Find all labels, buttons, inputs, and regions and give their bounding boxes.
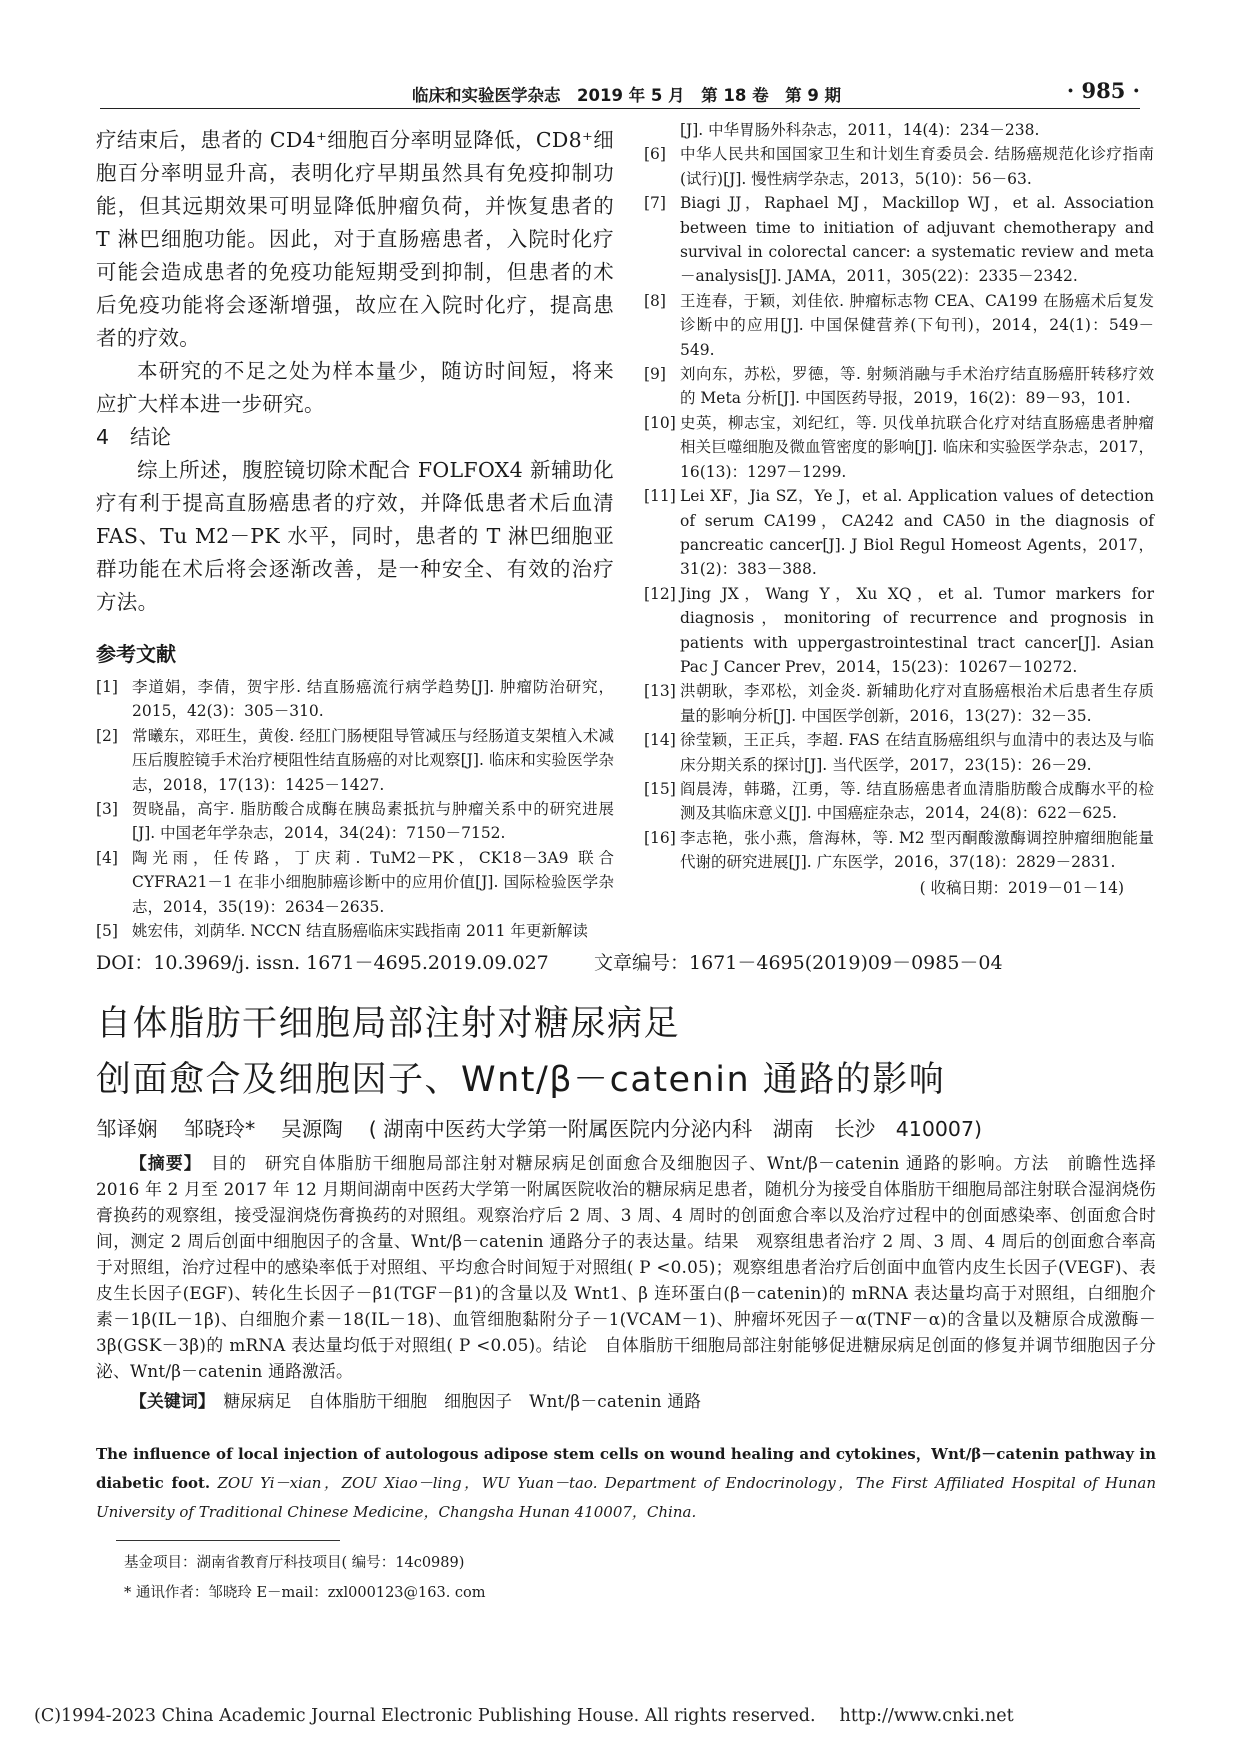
funding-note: 基金项目：湖南省教育厅科技项目( 编号：14c0989) bbox=[124, 1555, 465, 1571]
abstract-text: 目的 研究自体脂肪干细胞局部注射对糖尿病足创面愈合及细胞因子、Wnt/β－catenin 通路的影响。方法 前瞻性选择 2016 年 2 月至 2017 年 12 月期间湖南中医药大学第一附属医院收治的糖尿病足患者，随机分为接受自体脂肪干细胞局部注射联合湿润烧伤膏换药的观察组，接受湿润烧伤膏换药的对照组。观察治疗后 2 周、3 周、4 周时的创面愈合率以及治疗过程中的创面感染率、创面愈合时间，测定 2 周后创面中细胞因子的含量、Wnt/β－catenin 通路分子的表达量。结果 观察组患者治疗 2 周、3 周、4 周后的创面愈合率高于对照组，治疗过程中的感染率低于对照组、平均愈合时间短于对照组( P <0.05)；观察组患者治疗后创面中血管内皮生长因子(VEGF)、表皮生长因子(EGF)、转化生长因子－β1(TGF－β1)的含量以及 Wnt1、β 连环蛋白(β－catenin)的 mRNA 表达量均高于对照组，白细胞介素－1β(IL－1β)、白细胞介素－18(IL－18)、血管细胞黏附分子－1(VCAM－1)、肿瘤坏死因子－α(TNF－α)的含量以及糖原合成激酶－3β(GSK－3β)的 mRNA 表达量均低于对照组( P <0.05)。结论 自体脂肪干细胞局部注射能够促进糖尿病足创面的修复并调节细胞因子分泌、Wnt/β－catenin 通路激活。 bbox=[96, 1153, 1157, 1381]
reference-number: [11] bbox=[644, 487, 676, 506]
reference-text: 陶光雨，任传路，丁庆莉. TuM2－PK，CK18－3A9 联合 CYFRA21－1 在非小细胞肺癌诊断中的应用价值[J]. 国际检验医学杂志，2014，35(19)：2634－2635. bbox=[132, 848, 614, 916]
references-list-left bbox=[96, 675, 614, 943]
author-name: 邹晓玲* bbox=[183, 1117, 256, 1141]
reference-number: [2] bbox=[96, 726, 118, 745]
reference-number: [6] bbox=[644, 145, 666, 164]
footnote-rule bbox=[116, 1540, 340, 1541]
right-column bbox=[644, 118, 1154, 901]
reference-text: 常曦东，邓旺生，黄俊. 经肛门肠梗阻导管减压与经肠道支架植入术减压后腹腔镜手术治疗梗阻性结直肠癌的对比观察[J]. 临床和实验医学杂志，2018，17(13)：1425－1427. bbox=[132, 726, 614, 794]
reference-item bbox=[644, 484, 1154, 582]
reference-number: [5] bbox=[96, 922, 118, 941]
body-paragraph: 疗结束后，患者的 CD4⁺细胞百分率明显降低，CD8⁺细胞百分率明显升高，表明化疗早期虽然具有免疫抑制功能，但其远期效果可明显降低肿瘤负荷，并恢复患者的 T 淋巴细胞功能。因此，对于直肠癌患者，入院时化疗可能会造成患者的免疫功能短期受到抑制，但患者的术后免疫功能将会逐渐增强，故应在入院时化疗，提高患者的疗效。 bbox=[96, 128, 614, 350]
author-name: 吴源陶 bbox=[281, 1117, 343, 1141]
english-authors-affiliation: ZOU Yi－xian，ZOU Xiao－ling，WU Yuan－tao. Department of Endocrinology，The First Affiliated Hospital of Hunan University of Traditional Chinese Medicine，Changsha Hunan 410007，China. bbox=[96, 1474, 1156, 1521]
article-number: 文章编号：1671－4695(2019)09－0985－04 bbox=[594, 952, 1003, 974]
copyright-line bbox=[34, 1706, 1214, 1726]
section-title: 结论 bbox=[130, 425, 171, 449]
references-title: 参考文献 bbox=[96, 642, 176, 666]
body-paragraph: 综上所述，腹腔镜切除术配合 FOLFOX4 新辅助化疗有利于提高直肠癌患者的疗效，并降低患者术后血清 FAS、Tu M2－PK 水平，同时，患者的 T 淋巴细胞亚群功能在术后将会逐渐改善，是一种安全、有效的治疗方法。 bbox=[96, 458, 614, 614]
english-title: The influence of local injection of autologous adipose stem cells on wound healing and cytokines，Wnt/β－catenin pathway in diabetic foot. bbox=[96, 1445, 1156, 1492]
references-list-right bbox=[644, 118, 1154, 875]
header-rule bbox=[100, 108, 1140, 109]
section-number: 4 bbox=[96, 425, 110, 449]
reference-item bbox=[644, 679, 1154, 728]
reference-item bbox=[644, 191, 1154, 289]
running-header bbox=[100, 78, 1140, 108]
reference-item bbox=[644, 826, 1154, 875]
reference-number: [14] bbox=[644, 731, 676, 750]
abstract-paragraph bbox=[96, 1150, 1156, 1384]
reference-text: 洪朝耿，李邓松，刘金炎. 新辅助化疗对直肠癌根治术后患者生存质量的影响分析[J]. 中国医学创新，2016，13(27)：32－35. bbox=[680, 682, 1154, 725]
author-affiliation: ( 湖南中医药大学第一附属医院内分泌内科 湖南 长沙 410007) bbox=[368, 1117, 983, 1141]
reference-item bbox=[644, 777, 1154, 826]
reference-item bbox=[644, 362, 1154, 411]
left-column bbox=[96, 124, 614, 943]
reference-number: [13] bbox=[644, 682, 676, 701]
reference-text: 王连春，于颖，刘佳依. 肿瘤标志物 CEA、CA199 在肠癌术后复发诊断中的应用[J]. 中国保健营养(下旬刊)，2014，24(1)：549－549. bbox=[680, 291, 1154, 359]
reference-number: [15] bbox=[644, 779, 676, 798]
reference-text: [J]. 中华胃肠外科杂志，2011，14(4)：234－238. bbox=[680, 121, 1040, 139]
reference-text: 姚宏伟，刘荫华. NCCN 结直肠癌临床实践指南 2011 年更新解读 bbox=[132, 922, 588, 941]
page-number: · 985 · bbox=[1066, 78, 1140, 103]
reference-text: Lei XF，Jia SZ，Ye J，et al. Application values of detection of serum CA199，CA242 and CA50 in the diagnosis of pancreatic cancer[J]. J Biol Regul Homeost Agents，2017，31(2)：383－388. bbox=[680, 487, 1154, 579]
doi-line bbox=[96, 948, 1156, 975]
reference-number: [12] bbox=[644, 584, 676, 603]
reference-text: 刘向东，苏松，罗德，等. 射频消融与手术治疗结直肠癌肝转移疗效的 Meta 分析[J]. 中国医药导报，2019，16(2)：89－93，101. bbox=[680, 365, 1154, 408]
article-title-line: 自体脂肪干细胞局部注射对糖尿病足 bbox=[96, 1004, 681, 1044]
corresponding-author-note: * 通讯作者：邹晓玲 E－mail：zxl000123@163. com bbox=[124, 1585, 486, 1601]
reference-number: [4] bbox=[96, 848, 118, 867]
received-date: ( 收稿日期：2019－01－14) bbox=[919, 878, 1124, 897]
keywords-label: 【关键词】 bbox=[130, 1391, 207, 1411]
reference-text: 中华人民共和国国家卫生和计划生育委员会. 结肠癌规范化诊疗指南(试行)[J]. 慢性病学杂志，2013，5(10)：56－63. bbox=[680, 145, 1154, 188]
reference-number: [10] bbox=[644, 413, 676, 432]
author-name: 邹译娴 bbox=[96, 1117, 158, 1141]
keywords-text: 糖尿病足 自体脂肪干细胞 细胞因子 Wnt/β－catenin 通路 bbox=[223, 1391, 702, 1411]
abstract-label: 【摘要】 bbox=[130, 1153, 194, 1173]
reference-item bbox=[96, 919, 614, 943]
reference-item bbox=[644, 411, 1154, 484]
body-paragraph: 本研究的不足之处为样本量少，随访时间短，将来应扩大样本进一步研究。 bbox=[96, 359, 614, 416]
reference-number: [9] bbox=[644, 365, 666, 384]
reference-text: 贺晓晶，高宇. 脂肪酸合成酶在胰岛素抵抗与肿瘤关系中的研究进展[J]. 中国老年学杂志，2014，34(24)：7150－7152. bbox=[132, 800, 614, 843]
copyright-text: (C)1994-2023 China Academic Journal Electronic Publishing House. All rights reserved. bbox=[34, 1706, 816, 1726]
reference-text: Jing JX，Wang Y，Xu XQ，et al. Tumor markers for diagnosis，monitoring of recurrence and prognosis in patients with uppergastrointestinal tract cancer[J]. Asian Pac J Cancer Prev，2014，15(23)：10267－10272. bbox=[680, 584, 1154, 676]
reference-item bbox=[644, 289, 1154, 362]
reference-text: 徐莹颖，王正兵，李超. FAS 在结直肠癌组织与血清中的表达及与临床分期关系的探讨[J]. 当代医学，2017，23(15)：26－29. bbox=[680, 731, 1154, 774]
reference-item bbox=[644, 728, 1154, 777]
author-line bbox=[96, 1112, 1156, 1142]
reference-item bbox=[644, 118, 1154, 142]
reference-text: 李志艳，张小燕，詹海林，等. M2 型丙酮酸激酶调控肿瘤细胞能量代谢的研究进展[J]. 广东医学，2016，37(18)：2829－2831. bbox=[680, 828, 1154, 872]
reference-item bbox=[96, 724, 614, 797]
journal-running-title: 临床和实验医学杂志 2019 年 5 月 第 18 卷 第 9 期 bbox=[412, 86, 842, 105]
reference-item bbox=[644, 142, 1154, 191]
doi: DOI：10.3969/j. issn. 1671－4695.2019.09.027 bbox=[96, 952, 549, 974]
reference-item bbox=[96, 675, 614, 724]
footnotes bbox=[124, 1548, 1024, 1608]
english-title-block bbox=[96, 1440, 1156, 1527]
reference-number: [7] bbox=[644, 194, 666, 213]
reference-text: 李道娟，李倩，贺宇彤. 结直肠癌流行病学趋势[J]. 肿瘤防治研究，2015，42(3)：305－310. bbox=[132, 678, 614, 721]
article-title-line: 创面愈合及细胞因子、Wnt/β－catenin 通路的影响 bbox=[96, 1060, 946, 1100]
reference-text: Biagi JJ，Raphael MJ，Mackillop WJ，et al. Association between time to initiation of adjuvant chemotherapy and survival in colorectal cancer: a systematic review and meta－analysis[J]. JAMA，2011，305(22)：2335－2342. bbox=[680, 194, 1154, 286]
reference-item bbox=[96, 797, 614, 846]
abstract bbox=[96, 1150, 1156, 1414]
reference-number: [16] bbox=[644, 828, 676, 847]
keywords bbox=[96, 1388, 1156, 1414]
reference-item bbox=[96, 846, 614, 919]
reference-number: [1] bbox=[96, 678, 118, 696]
reference-item bbox=[644, 582, 1154, 680]
cnki-url: http://www.cnki.net bbox=[839, 1706, 1014, 1726]
reference-text: 史英，柳志宝，刘纪红，等. 贝伐单抗联合化疗对结直肠癌患者肿瘤相关巨噬细胞及微血管密度的影响[J]. 临床和实验医学杂志，2017，16(13)：1297－1299. bbox=[680, 413, 1154, 481]
reference-text: 阎晨涛，韩璐，江勇，等. 结直肠癌患者血清脂肪酸合成酶水平的检测及其临床意义[J]. 中国癌症杂志，2014，24(8)：622－625. bbox=[680, 779, 1154, 823]
section-heading bbox=[96, 421, 614, 454]
reference-number: [3] bbox=[96, 800, 118, 819]
reference-number: [8] bbox=[644, 291, 666, 310]
reference-number bbox=[644, 118, 680, 142]
article-title bbox=[96, 996, 1156, 1108]
